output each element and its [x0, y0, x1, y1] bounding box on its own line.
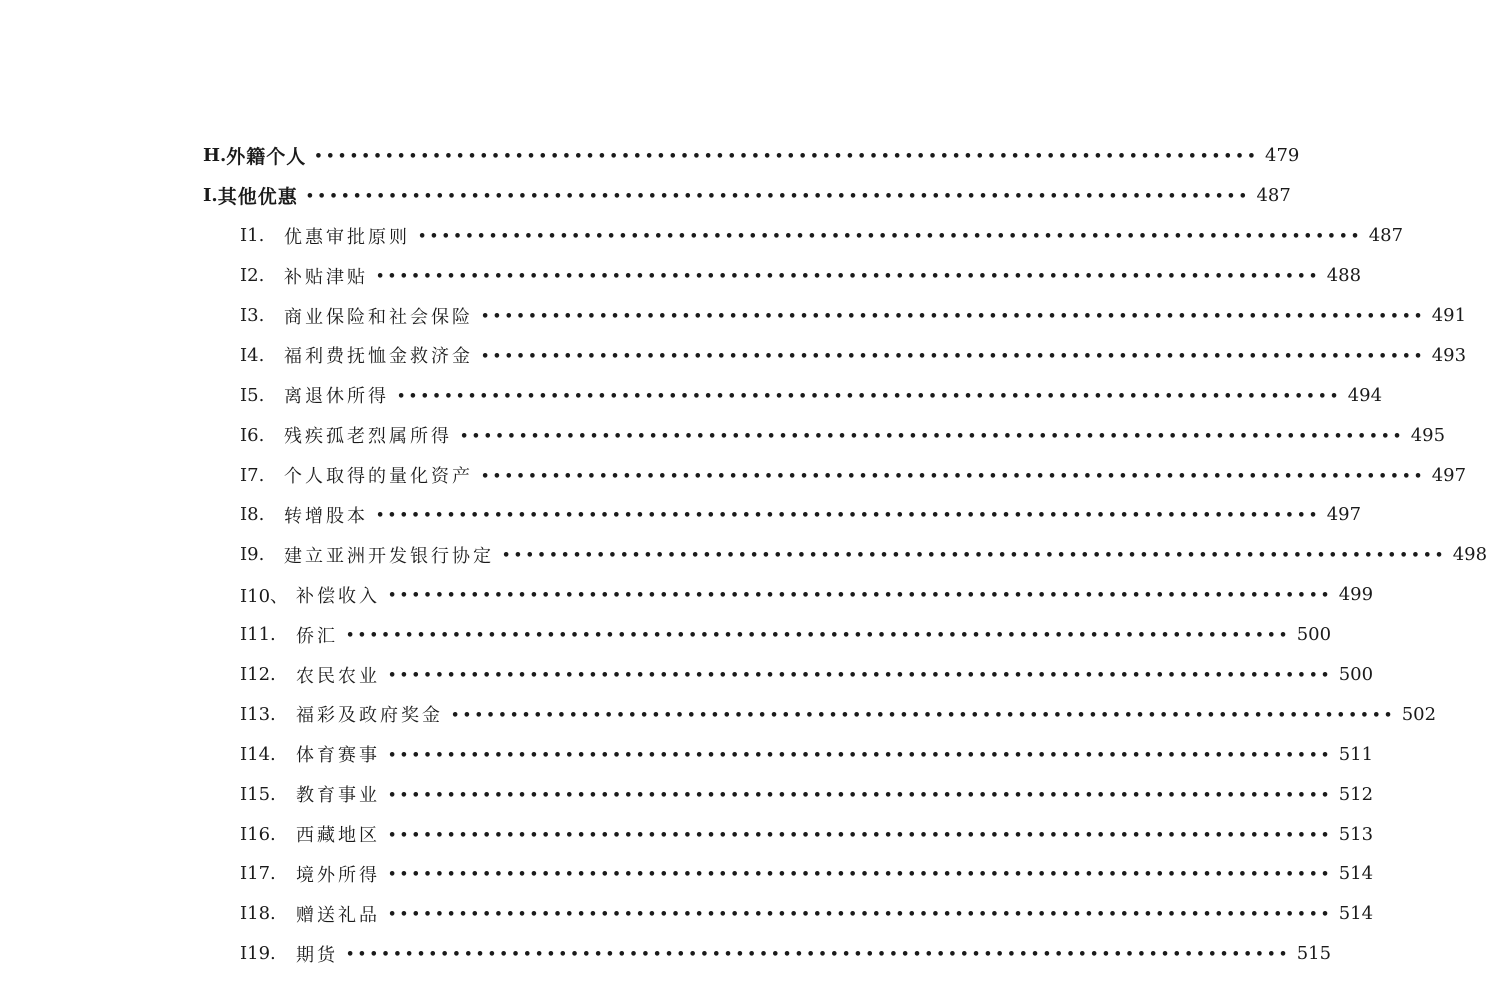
toc-entry-number: I3. [240, 305, 265, 326]
toc-entry-page: 479 [1265, 145, 1300, 167]
toc-entry[interactable] [0, 455, 1467, 495]
toc-entry[interactable] [0, 894, 1374, 934]
toc-entry-page: 487 [1368, 225, 1404, 247]
dot-leader: •••••••••••••••••••••••••••••••••••••••••••••••••••••••••••••••••••••••••••••••• [502, 548, 1447, 564]
toc-entry-number: I13. [240, 703, 276, 725]
toc-entry-title: 残疾孤老烈属所得 [284, 426, 452, 448]
toc-entry-number: I14. [240, 743, 276, 765]
dot-leader: •••••••••••••••••••••••••••••••••••••••••••••••••••••••••••••••••••••••••••••••• [388, 787, 1333, 803]
toc-entry-number: I12. [240, 664, 276, 686]
toc-entry-number: I11. [240, 624, 276, 646]
dot-leader: •••••••••••••••••••••••••••••••••••••••••••••••••••••••••••••••••••••••••••••••• [346, 628, 1291, 644]
toc-entry[interactable] [0, 734, 1374, 774]
dot-leader: •••••••••••••••••••••••••••••••••••••••••••••••••••••••••••••••••••••••••••••••• [305, 189, 1251, 205]
toc-entry-title: 赠送礼品 [296, 904, 380, 926]
toc-entry[interactable] [0, 256, 1362, 296]
toc-entry-title: 离退休所得 [284, 386, 389, 408]
dot-leader: •••••••••••••••••••••••••••••••••••••••••••••••••••••••••••••••••••••••••••••••• [388, 747, 1333, 763]
toc-entry-number: I9. [240, 544, 265, 566]
toc-entry-number: I8. [240, 504, 265, 526]
dot-leader: •••••••••••••••••••••••••••••••••••••••••••••••••••••••••••••••••••••••••••••••• [397, 388, 1342, 404]
toc-entry-title: 转增股本 [284, 505, 368, 527]
toc-entry-title: 补贴津贴 [284, 266, 368, 288]
dot-leader: •••••••••••••••••••••••••••••••••••••••••••••••••••••••••••••••••••••••••••••••• [460, 428, 1405, 444]
toc-entry[interactable] [0, 575, 1374, 615]
toc-entry[interactable] [0, 814, 1374, 854]
toc-entry-title: 教育事业 [296, 785, 380, 807]
toc-entry-title: 体育赛事 [296, 745, 380, 767]
toc-entry-page: 502 [1401, 703, 1437, 725]
dot-leader: •••••••••••••••••••••••••••••••••••••••••••••••••••••••••••••••••••••••••••••••• [388, 668, 1333, 684]
toc-entry[interactable] [0, 136, 1300, 176]
toc-entry-page: 500 [1338, 664, 1374, 686]
toc-entry-title: 个人取得的量化资产 [284, 466, 473, 488]
toc-entry-title: 优惠审批原则 [284, 226, 410, 248]
toc-entry[interactable] [0, 176, 1291, 216]
dot-leader: •••••••••••••••••••••••••••••••••••••••••••••••••••••••••••••••••••••••••••••••• [388, 588, 1333, 604]
toc-entry-title: 侨汇 [296, 625, 338, 647]
toc-entry-page: 493 [1431, 344, 1467, 366]
toc-entry-page: 498 [1452, 544, 1487, 566]
toc-entry-page: 491 [1431, 305, 1467, 326]
toc-entry[interactable] [0, 934, 1332, 974]
toc-entry-title: 外籍个人 [226, 146, 307, 169]
dot-leader: •••••••••••••••••••••••••••••••••••••••••••••••••••••••••••••••••••••••••••••••• [481, 348, 1426, 364]
toc-entry-title: 其他优惠 [217, 186, 298, 209]
toc-entry-title: 商业保险和社会保险 [284, 306, 473, 328]
toc-entry-title: 期货 [296, 944, 338, 966]
toc-entry-title: 境外所得 [296, 864, 380, 886]
toc-entry-number: I. [203, 185, 218, 207]
toc-entry-page: 497 [1326, 504, 1362, 526]
toc-entry-page: 494 [1347, 384, 1383, 406]
toc-entry-page: 511 [1338, 743, 1374, 765]
toc-entry[interactable] [0, 655, 1374, 695]
toc-entry[interactable] [0, 615, 1332, 655]
toc-entry-page: 497 [1431, 464, 1467, 486]
toc-entry-number: I15. [240, 783, 276, 805]
toc-entry-page: 514 [1338, 863, 1374, 885]
toc-entry-number: I10、 [240, 585, 289, 607]
toc-entry-number: I17. [240, 863, 276, 885]
toc-entry-title: 福利费抚恤金救济金 [284, 346, 473, 368]
toc-entry-page: 512 [1338, 783, 1374, 805]
toc-entry-page: 499 [1338, 584, 1374, 606]
toc-entry-title: 福彩及政府奖金 [296, 705, 443, 727]
table-of-contents [0, 136, 1487, 974]
toc-entry-page: 487 [1256, 185, 1291, 207]
dot-leader: •••••••••••••••••••••••••••••••••••••••••••••••••••••••••••••••••••••••••••••••• [481, 309, 1426, 324]
dot-leader: •••••••••••••••••••••••••••••••••••••••••••••••••••••••••••••••••••••••••••••••• [346, 947, 1291, 963]
dot-leader: •••••••••••••••••••••••••••••••••••••••••••••••••••••••••••••••••••••••••••••••• [451, 707, 1396, 723]
toc-entry[interactable] [0, 774, 1374, 814]
toc-entry[interactable] [0, 375, 1383, 415]
toc-entry-number: I19. [240, 943, 276, 965]
toc-entry-page: 514 [1338, 903, 1374, 925]
toc-entry-title: 建立亚洲开发银行协定 [284, 545, 494, 567]
toc-entry[interactable] [0, 296, 1467, 336]
toc-entry-number: I4. [240, 344, 265, 366]
toc-entry[interactable] [0, 694, 1437, 734]
dot-leader: •••••••••••••••••••••••••••••••••••••••••••••••••••••••••••••••••••••••••••••••• [388, 867, 1333, 883]
toc-entry-number: I2. [240, 265, 265, 287]
toc-entry-page: 495 [1410, 424, 1446, 446]
dot-leader: •••••••••••••••••••••••••••••••••••••••••••••••••••••••••••••••••••••••••••••••• [481, 468, 1426, 484]
dot-leader: •••••••••••••••••••••••••••••••••••••••••••••••••••••••••••••••••••••••••••••••• [376, 269, 1321, 285]
dot-leader: •••••••••••••••••••••••••••••••••••••••••••••••••••••••••••••••••••••••••••••••• [418, 229, 1363, 245]
toc-entry-number: I16. [240, 823, 276, 845]
toc-entry[interactable] [0, 415, 1446, 455]
toc-entry-number: I7. [240, 464, 265, 486]
toc-entry-number: I5. [240, 384, 265, 406]
dot-leader: •••••••••••••••••••••••••••••••••••••••••••••••••••••••••••••••••••••••••••••••• [314, 149, 1260, 165]
dot-leader: •••••••••••••••••••••••••••••••••••••••••••••••••••••••••••••••••••••••••••••••• [388, 907, 1333, 923]
toc-entry-page: 513 [1338, 823, 1374, 845]
toc-entry[interactable] [0, 854, 1374, 894]
toc-entry[interactable] [0, 495, 1362, 535]
toc-entry-page: 500 [1296, 624, 1332, 646]
dot-leader: •••••••••••••••••••••••••••••••••••••••••••••••••••••••••••••••••••••••••••••••• [388, 827, 1333, 843]
toc-entry-number: I18. [240, 903, 276, 925]
toc-entry-title: 农民农业 [296, 665, 380, 687]
toc-entry-number: H. [203, 145, 227, 167]
dot-leader: •••••••••••••••••••••••••••••••••••••••••••••••••••••••••••••••••••••••••••••••• [376, 508, 1321, 524]
toc-entry-page: 515 [1296, 943, 1332, 965]
toc-entry-page: 488 [1326, 265, 1362, 287]
toc-entry[interactable] [0, 535, 1487, 575]
toc-entry-title: 西藏地区 [296, 825, 380, 847]
toc-entry[interactable] [0, 216, 1404, 256]
toc-entry-number: I1. [240, 225, 265, 247]
toc-entry-title: 补偿收入 [296, 585, 380, 607]
toc-entry-number: I6. [240, 424, 265, 446]
toc-entry[interactable] [0, 335, 1467, 375]
